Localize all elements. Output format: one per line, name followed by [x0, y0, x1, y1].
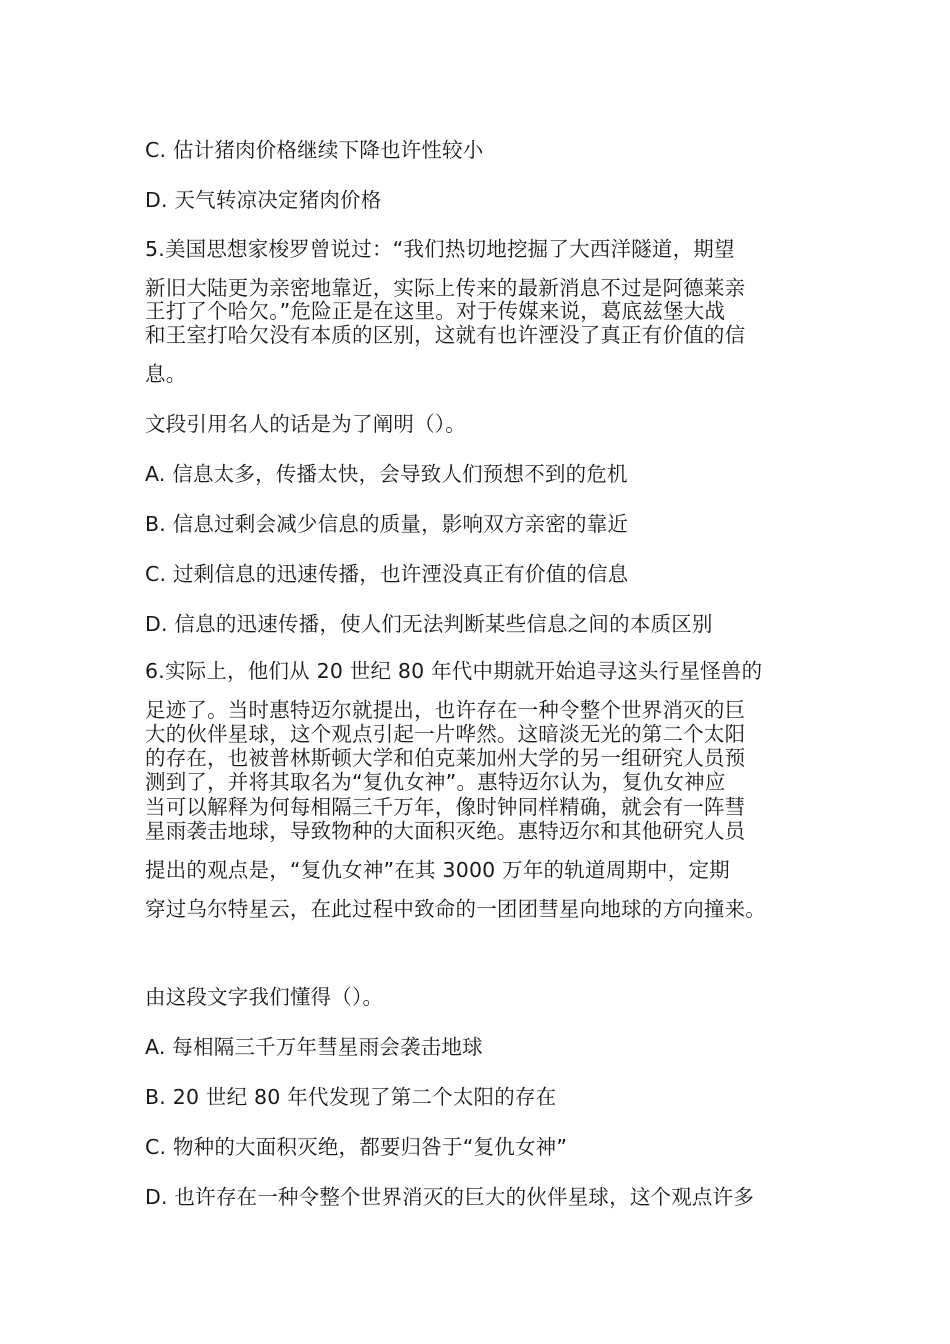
q5-passage-line: 新旧大陆更为亲密地靠近，实际上传来的最新消息不过是阿德莱亲 — [145, 276, 746, 300]
q5-question: 文段引用名人的话是为了阐明（）。 — [145, 412, 466, 436]
q6-passage-line: 大的伙伴星球，这个观点引起一片哗然。这暗淡无光的第二个太阳 — [145, 722, 746, 746]
q5-passage-line: 和王室打哈欠没有本质的区别，这就有也许湮没了真正有价值的信 — [145, 323, 746, 347]
q4-option-c: C. 估计猪肉价格继续下降也许性较小 — [145, 138, 484, 162]
q6-question: 由这段文字我们懂得（）。 — [145, 985, 384, 1009]
q6-passage-line: 当可以解释为何每相隔三千万年，像时钟同样精确，就会有一阵彗 — [145, 795, 746, 819]
q5-passage-line: 王打了个哈欠。”危险正是在这里。对于传媒来说，葛底兹堡大战 — [145, 299, 726, 323]
q6-passage-line: 穿过乌尔特星云，在此过程中致命的一团团彗星向地球的方向撞来。 — [145, 897, 766, 921]
q6-passage-line: 6.实际上，他们从 20 世纪 80 年代中期就开始追寻这头行星怪兽的 — [145, 659, 763, 683]
q5-option-d: D. 信息的迅速传播，使人们无法判断某些信息之间的本质区别 — [145, 612, 713, 636]
q6-option-c: C. 物种的大面积灭绝，都要归咎于“复仇女神” — [145, 1135, 568, 1159]
q5-passage-line: 息。 — [145, 362, 187, 386]
q6-option-a: A. 每相隔三千万年彗星雨会袭击地球 — [145, 1035, 483, 1059]
q6-option-d: D. 也许存在一种令整个世界消灭的巨大的伙伴星球，这个观点许多 — [145, 1185, 755, 1209]
q6-passage-line: 足迹了。当时惠特迈尔就提出，也许存在一种令整个世界消灭的巨 — [145, 698, 746, 722]
q4-option-d: D. 天气转凉决定猪肉价格 — [145, 188, 382, 212]
q5-option-c: C. 过剩信息的迅速传播，也许湮没真正有价值的信息 — [145, 562, 629, 586]
q6-passage-line: 测到了，并将其取名为“复仇女神”。惠特迈尔认为，复仇女神应 — [145, 770, 726, 794]
q6-passage-line: 星雨袭击地球，导致物种的大面积灭绝。惠特迈尔和其他研究人员 — [145, 819, 746, 843]
q6-passage-line: 的存在，也被普林斯顿大学和伯克莱加州大学的另一组研究人员预 — [145, 746, 746, 770]
q5-passage-line: 5.美国思想家梭罗曾说过：“我们热切地挖掘了大西洋隧道，期望 — [145, 237, 735, 261]
q6-passage-line: 提出的观点是，“复仇女神”在其 3000 万年的轨道周期中，定期 — [145, 858, 730, 882]
q5-option-b: B. 信息过剩会减少信息的质量，影响双方亲密的靠近 — [145, 512, 629, 536]
q6-option-b: B. 20 世纪 80 年代发现了第二个太阳的存在 — [145, 1085, 557, 1109]
q5-option-a: A. 信息太多，传播太快，会导致人们预想不到的危机 — [145, 462, 628, 486]
